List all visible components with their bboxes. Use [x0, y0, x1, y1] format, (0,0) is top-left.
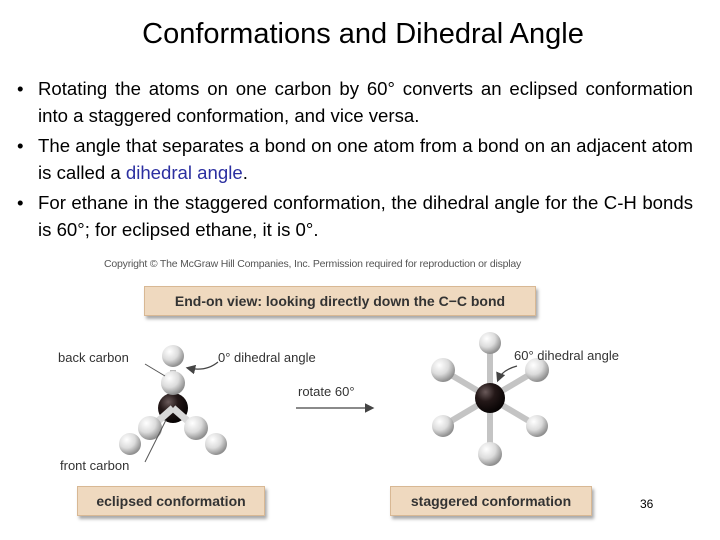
dihedral-angle-term: dihedral angle	[125, 161, 243, 183]
slide-number: 36	[640, 497, 654, 511]
hydrogen-atom	[432, 415, 454, 437]
hydrogen-atom	[138, 416, 162, 440]
staggered-caption: staggered conformation	[390, 486, 592, 516]
bullet-dot: •	[17, 78, 24, 99]
rotate-label: rotate 60°	[298, 384, 355, 399]
staggered-angle-label: 60° dihedral angle	[514, 348, 619, 363]
dihedral-arrow	[498, 366, 517, 380]
back-carbon-label: back carbon	[58, 350, 129, 365]
hydrogen-atom	[479, 332, 501, 354]
bullet-dot: •	[17, 135, 24, 157]
hydrogen-atom	[431, 358, 455, 382]
back-carbon-pointer	[145, 364, 165, 376]
figure-header: End-on view: looking directly down the C−C bond	[144, 286, 536, 316]
bullet-dot: •	[17, 192, 24, 214]
front-carbon-label: front carbon	[60, 458, 130, 473]
hydrogen-atom	[478, 442, 502, 466]
eclipsed-angle-label: 0° dihedral angle	[218, 350, 316, 365]
dihedral-arrow	[188, 362, 218, 369]
hydrogen-atom	[162, 345, 184, 367]
hydrogen-atom	[161, 371, 185, 395]
bullet-text-end: .	[242, 161, 248, 183]
hydrogen-atom	[205, 433, 227, 455]
eclipsed-caption: eclipsed conformation	[77, 486, 265, 516]
copyright-notice: Copyright © The McGraw Hill Companies, Inc. Permission required for reproduction or display	[104, 258, 522, 270]
bullet-text: Rotating the atoms on one carbon by 60° converts an eclipsed conformation into a staggered conformation, and vice versa.	[38, 78, 693, 126]
slide-title: Conformations and Dihedral Angle	[142, 18, 584, 50]
eclipsed-molecule	[119, 345, 227, 462]
bullet-text: The angle that separates a bond on one atom from a bond on an adjacent atom is called a	[38, 135, 693, 183]
carbon-atom	[475, 383, 505, 413]
hydrogen-atom	[526, 415, 548, 437]
hydrogen-atom	[119, 433, 141, 455]
bullet-text: For ethane in the staggered conformation, the dihedral angle for the C-H bonds is 60°; for eclipsed ethane, it is 0°.	[38, 192, 693, 240]
hydrogen-atom	[184, 416, 208, 440]
